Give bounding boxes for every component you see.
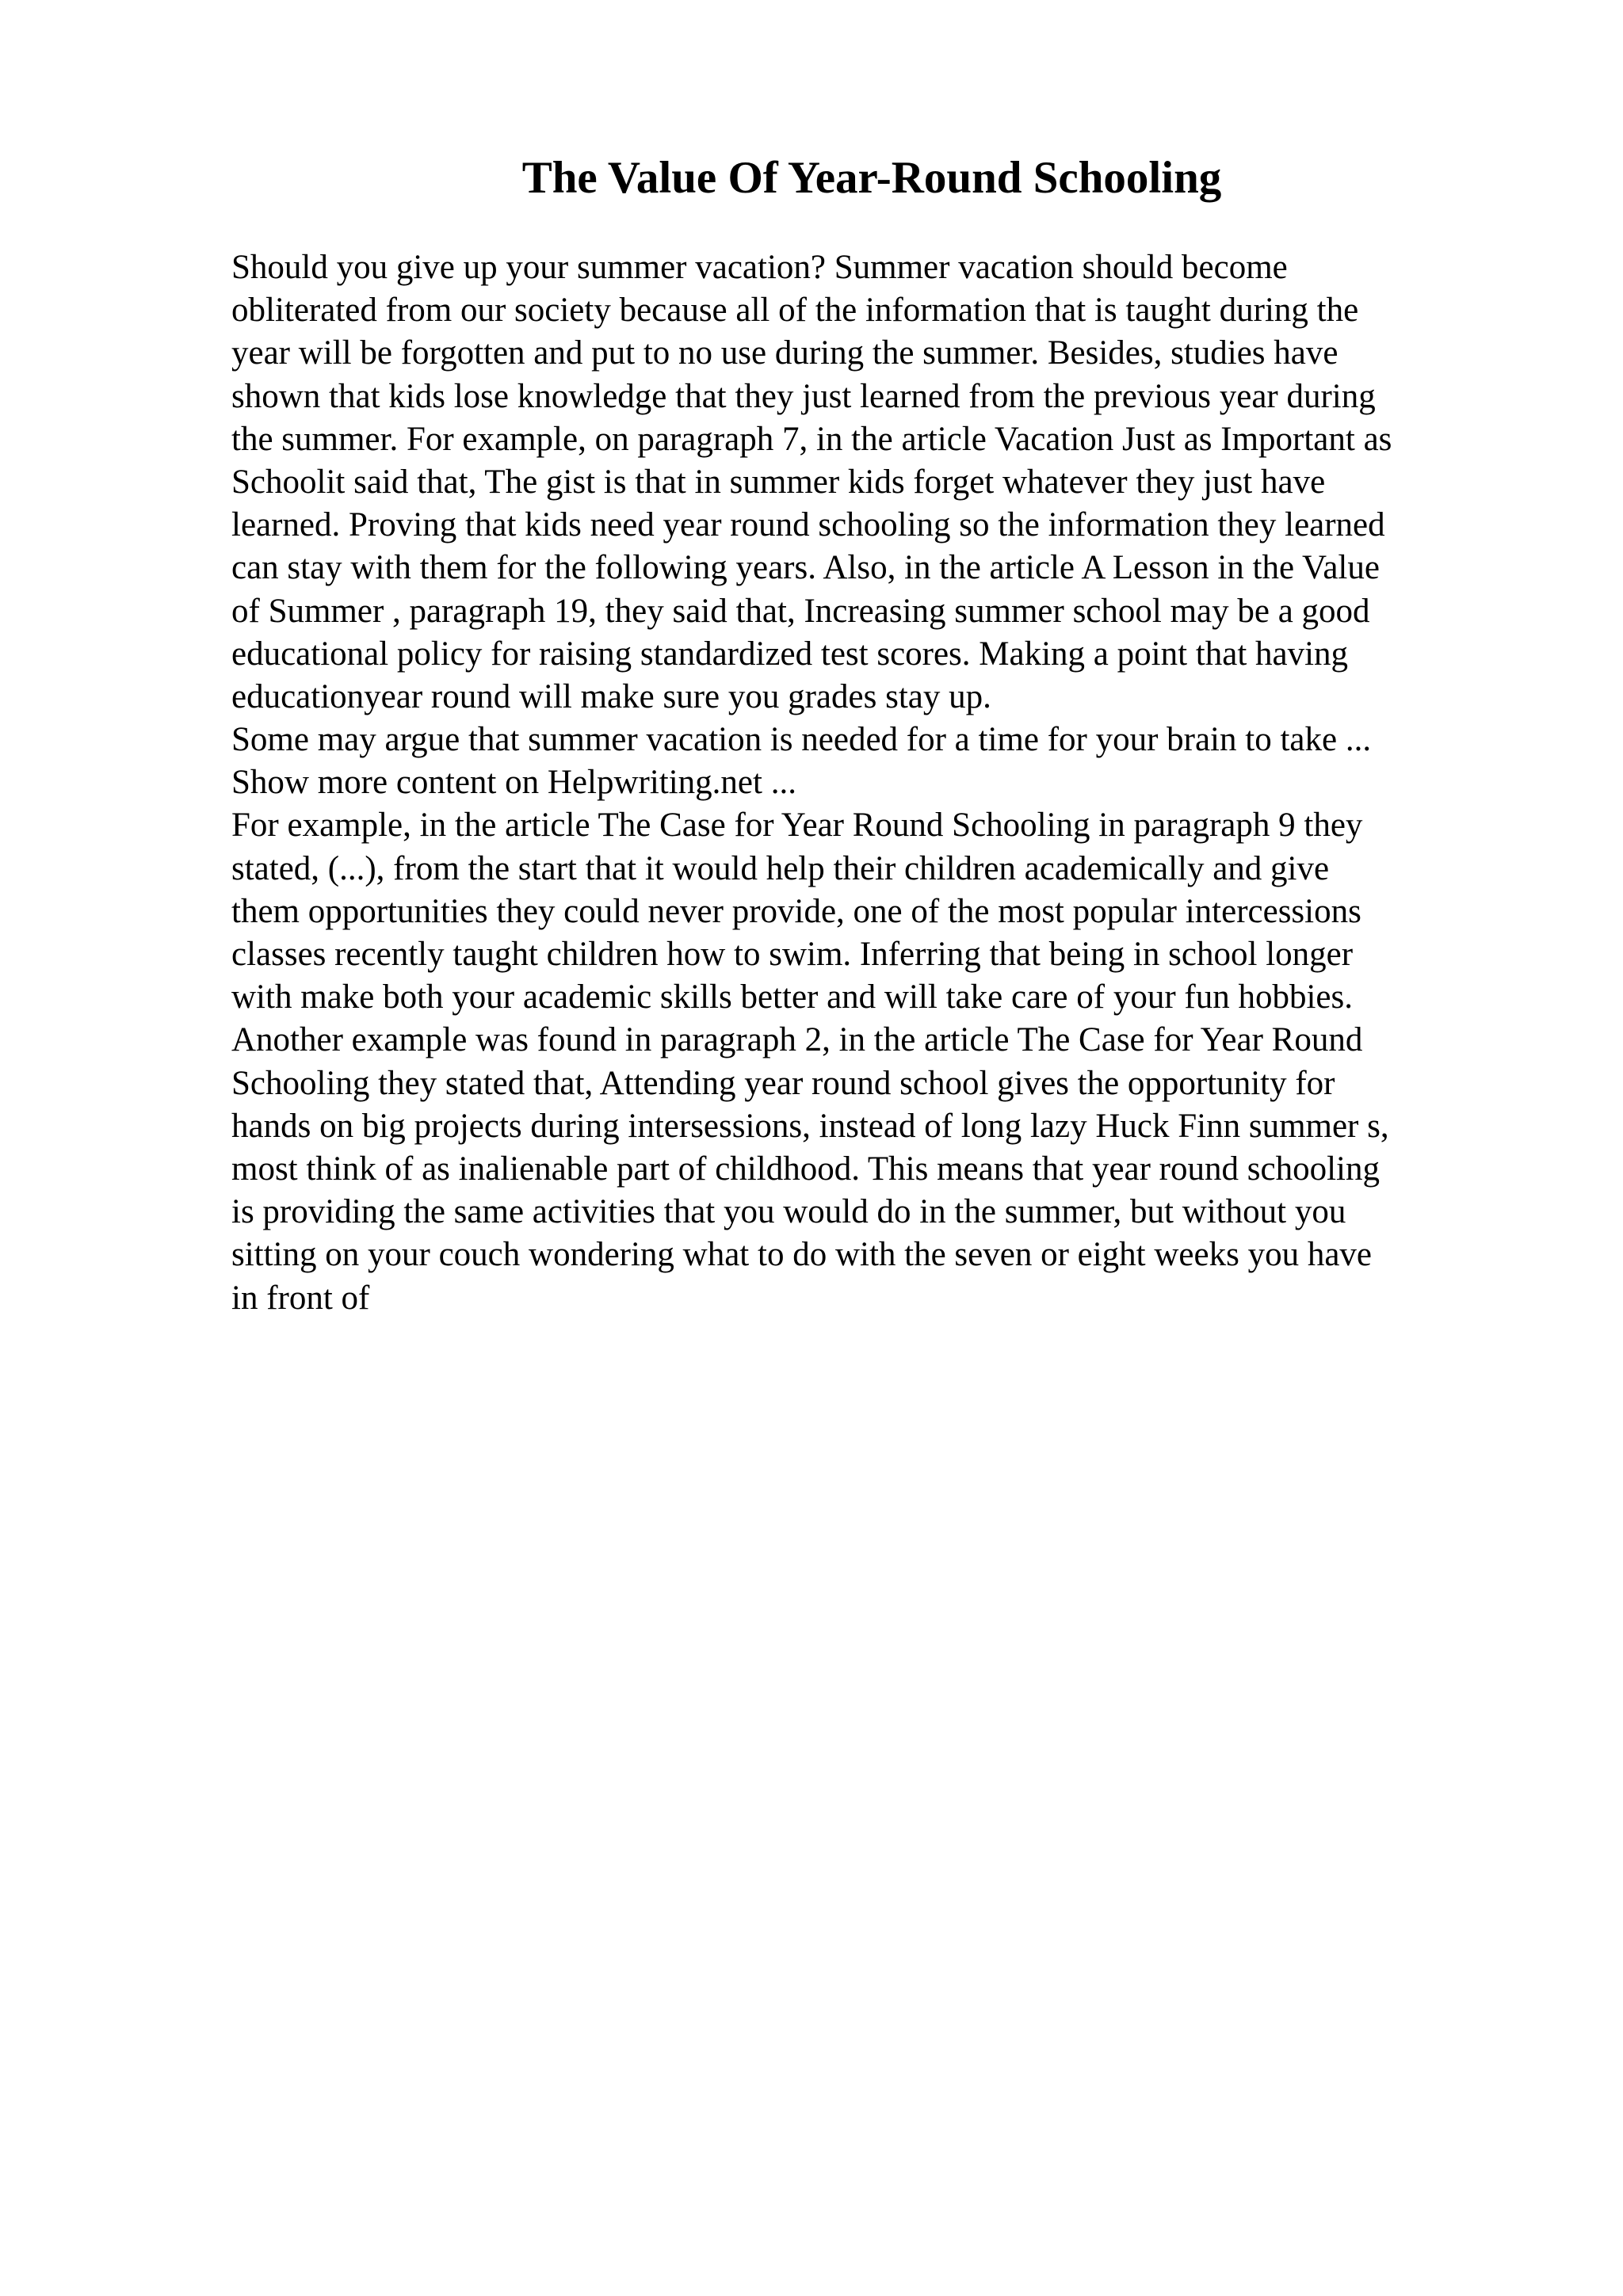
text-line: them opportunities they could never provide, one of the most popular intercessions bbox=[231, 892, 1361, 930]
text-line: Schoolit said that, The gist is that in summer kids forget whatever they just have bbox=[231, 463, 1326, 501]
text-line: with make both your academic skills better and will take care of your fun hobbies. bbox=[231, 978, 1353, 1016]
body-text bbox=[231, 246, 1594, 1320]
text-line: hands on big projects during intersessions, instead of long lazy Huck Finn summer s, bbox=[231, 1107, 1389, 1145]
text-line: of Summer , paragraph 19, they said that, Increasing summer school may be a good bbox=[231, 592, 1370, 630]
text-line: year will be forgotten and put to no use during the summer. Besides, studies have bbox=[231, 334, 1338, 372]
text-line: learned. Proving that kids need year round schooling so the information they learned bbox=[231, 506, 1385, 544]
text-line: educationyear round will make sure you grades stay up. bbox=[231, 677, 991, 715]
text-line: classes recently taught children how to swim. Inferring that being in school longer bbox=[231, 936, 1354, 973]
text-line: obliterated from our society because all of the information that is taught during the bbox=[231, 292, 1359, 330]
text-line: sitting on your couch wondering what to do with the seven or eight weeks you have bbox=[231, 1236, 1373, 1274]
text-line: Some may argue that summer vacation is needed for a time for your brain to take ... bbox=[231, 721, 1372, 759]
text-line: shown that kids lose knowledge that they just learned from the previous year during bbox=[231, 377, 1376, 415]
text-line: Should you give up your summer vacation? Summer vacation should become bbox=[231, 249, 1288, 286]
text-line: Show more content on Helpwriting.net ... bbox=[231, 764, 796, 802]
text-line: educational policy for raising standardized test scores. Making a point that having bbox=[231, 635, 1349, 673]
text-line: Another example was found in paragraph 2, in the article The Case for Year Round bbox=[231, 1021, 1363, 1059]
text-line: is providing the same activities that you would do in the summer, but without you bbox=[231, 1193, 1346, 1231]
text-line: most think of as inalienable part of childhood. This means that year round schooling bbox=[231, 1150, 1380, 1188]
text-line: Schooling they stated that, Attending year round school gives the opportunity for bbox=[231, 1064, 1335, 1102]
text-line: in front of bbox=[231, 1279, 370, 1317]
text-line: For example, in the article The Case for Year Round Schooling in paragraph 9 they bbox=[231, 807, 1363, 845]
text-line: can stay with them for the following years. Also, in the article A Lesson in the Value bbox=[231, 549, 1380, 587]
page-title: The Value Of Year-Round Schooling bbox=[521, 153, 1222, 203]
text-line: stated, (...), from the start that it would help their children academically and give bbox=[231, 849, 1330, 887]
text-line: the summer. For example, on paragraph 7, in the article Vacation Just as Important as bbox=[231, 420, 1392, 458]
